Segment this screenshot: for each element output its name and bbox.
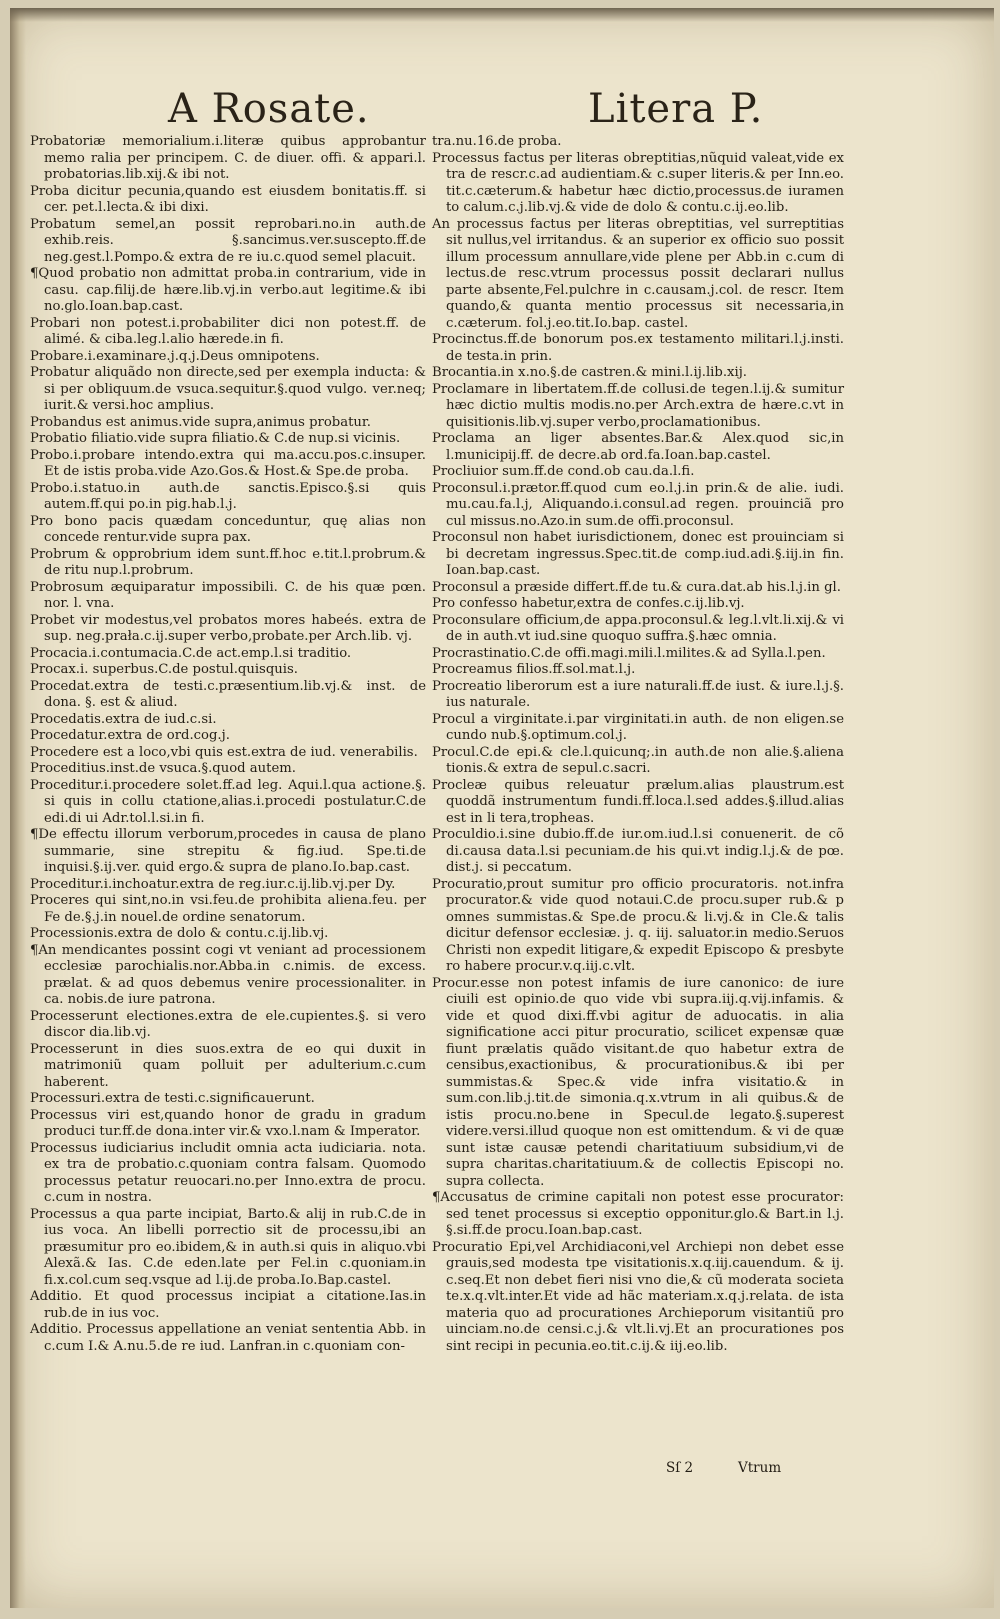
dictionary-entry: Processuri.extra de testi.c.significauerunt. (30, 1091, 315, 1106)
binding-shadow (10, 8, 26, 1608)
dictionary-entry: Probet vir modestus,vel probatos mores habeés. extra de sup. neg.prała.c.ij.super verbo,probate.per Arch.lib. vj. (30, 612, 426, 644)
dictionary-entry: Procleæ quibus releuatur prælum.alias plaustrum.est quoddã instrumentum fundi.ff.loca.l.sed addes.§.illud.alias est in li tera,tropheas. (432, 777, 844, 826)
dictionary-entry: Proconsul non habet iurisdictionem, donec est prouinciam si bi decretam ingressus.Spec.tit.de comp.iud.adi.§.iij.in fin. Ioan.bap.cast. (432, 530, 844, 578)
dictionary-entry: Probo.i.statuo.in auth.de sanctis.Episco.§.si quis autem.ff.qui po.in pig.hab.l.j. (30, 480, 426, 512)
dictionary-entry: Probatum semel,an possit reprobari.no.in auth.de exhib.reis. §.sancimus.ver.suscepto.ff.de neg.gest.l.Pompo.& extra de re iu.c.quod semel placuit. (30, 216, 426, 265)
dictionary-entry: Probare.i.examinare.j.q.j.Deus omnipotens. (30, 348, 320, 364)
dictionary-entry: Processerunt in dies suos.extra de eo qui duxit in matrimoniũ quam polluit per adulterium.c.cum haberent. (30, 1041, 426, 1090)
dictionary-entry: Procreatio liberorum est a iure naturali.ff.de iust. & iure.l.j.§. ius naturale. (432, 678, 844, 710)
dictionary-entry: Procliuior sum.ff.de cond.ob cau.da.l.fi. (432, 464, 695, 479)
dictionary-entry: Proceditur.i.inchoatur.extra de reg.iur.c.ij.lib.vj.per Dy. (30, 876, 396, 892)
dictionary-entry: Pro confesso habetur,extra de confes.c.ij.lib.vj. (432, 596, 745, 611)
dictionary-entry: Probatur aliquãdo non directe,sed per exempla inducta: & si per obliquum.de vsuca.sequitur.§.quod vulgo. ver.neq; iurit.& versi.hoc amplius. (30, 365, 426, 413)
dictionary-entry: Proconsul.i.prætor.ff.quod cum eo.l.j.in prin.& de alie. iudi. mu.cau.fa.l.j, Aliquando.i.consul.ad regen. prouinciã pro cul missus.no.Azo.in sum.de offi.proconsul. (432, 480, 844, 529)
dictionary-entry: Probari non potest.i.probabiliter dici non potest.ff. de alimé. & ciba.leg.l.alio hærede.in fi. (30, 315, 426, 347)
dictionary-entry: Proculdio.i.sine dubio.ff.de iur.om.iud.l.si conuenerit. de cõ di.causa data.l.si pecuniam.de his qui.vt indig.l.j.& de pœ. dist.j. si peccatum. (432, 827, 844, 875)
dictionary-entry: Proceditius.inst.de vsuca.§.quod autem. (30, 761, 296, 776)
dictionary-entry: ¶Quod probatio non admittat proba.in contrarium, vide in casu. cap.filij.de hære.lib.vj.in verbo.aut legitime.& ibi no.glo.Ioan.bap.cast. (30, 266, 426, 314)
dictionary-entry: Proclamare in libertatem.ff.de collusi.de tegen.l.ij.& sumitur hæc dictio multis modis.no.per Arch.extra de hære.c.vt in quisitionis.lib.vj.super verbo,proclamationibus. (432, 381, 844, 430)
dictionary-entry: Additio. Et quod processus incipiat a citatione.Ias.in rub.de in ius voc. (30, 1289, 426, 1321)
dictionary-entry: Probrosum æquiparatur impossibili. C. de his quæ pœn. nor. l. vna. (30, 579, 426, 611)
dictionary-entry: Processus viri est,quando honor de gradu in gradum produci tur.ff.de dona.inter vir.& vxo.l.nam & Imperator. (30, 1107, 426, 1139)
dictionary-entry: Procedere est a loco,vbi quis est.extra de iud. venerabilis. (30, 744, 418, 760)
dictionary-entry: Procur.esse non potest infamis de iure canonico: de iure ciuili est opinio.de quo vide vbi supra.iij.q.vij.infamis. & vide et quod dixi.ff.vbi agitur de aduocatis. in alia significatione acci pitur procuratio, scilicet expensæ quæ fiunt prælatis quãdo visitant.de quo habetur extra de censibus,exactionibus, & procurationibus.& ibi per summistas.& Spec.& vide infra visitatio.& in sum.con.lib.j.tit.de simonia.q.x.vtrum in ali quibus.& de istis procu.no.bene in Specul.de legato.§.superest videre.versi.illud quoque non est omittendum. & vi de quæ sunt istæ causæ petendi charitatiuum subsidium,vi de supra charitas.charitatiuum.& de collectis Episcopi no. supra collecta. (432, 975, 844, 1189)
dictionary-entry: Proconsul a præside differt.ff.de tu.& cura.dat.ab his.l.j.in gl. (432, 579, 841, 595)
dictionary-entry: Procacia.i.contumacia.C.de act.emp.l.si traditio. (30, 645, 352, 661)
dictionary-entry: Proclama an liger absentes.Bar.& Alex.quod sic,in l.municipij.ff. de decre.ab ord.fa.Ioan.bap.castel. (432, 431, 844, 463)
dictionary-entry: Procedatis.extra de iud.c.si. (30, 711, 217, 727)
dictionary-entry: Processerunt electiones.extra de ele.cupientes.§. si vero discor dia.lib.vj. (30, 1008, 426, 1040)
dictionary-entry: Probo.i.probare intendo.extra qui ma.accu.pos.c.insuper. Et de istis proba.vide Azo.Gos.& Host.& Spe.de proba. (30, 447, 426, 479)
signature-mark: Sſ 2 (666, 1460, 694, 1476)
running-header-right: Litera P. (588, 86, 764, 132)
dictionary-entry: Proceditur.i.procedere solet.ff.ad leg. Aqui.l.qua actione.§. si quis in collu ctatione,alias.i.procedi postulatur.C.de edi.di ui Adr.tol.l.si.in fi. (30, 777, 426, 826)
dictionary-entry: ¶An mendicantes possint cogi vt veniant ad processionem ecclesiæ parochialis.nor.Abba.in c.nimis. de excess. prælat. & ad quos debemus venire processionaliter. in ca. nobis.de iure patrona. (30, 942, 426, 1007)
dictionary-entry: Procuratio,prout sumitur pro officio procuratoris. not.infra procurator.& vide quod notaui.C.de procu.super rub.& p omnes summistas.& Spe.de procu.& li.vj.& in Cle.& talis dicitur defensor ecclesiæ. j. q. iij. saluator.in medio.Seruos Christi non expedit litigare,& expedit Episcopo & presbyte ro habere procur.v.q.iij.c.vlt. (432, 876, 844, 974)
dictionary-entry: ¶De effectu illorum verborum,procedes in causa de plano summarie, sine strepitu & fig.iud. Spe.ti.de inquisi.§.ij.ver. quid ergo.& supra de plano.Io.bap.cast. (30, 827, 426, 875)
dictionary-entry: Probatoriæ memorialium.i.literæ quibus approbantur memo ralia per principem. C. de diuer. offi. & appari.l. probatorias.lib.xij.& ibi not. (30, 134, 426, 182)
right-column (432, 134, 844, 1355)
dictionary-entry: Pro bono pacis quædam conceduntur, quę alias non concede rentur.vide supra pax. (30, 513, 426, 545)
dictionary-entry: Brocantia.in x.no.§.de castren.& mini.l.ij.lib.xij. (432, 365, 747, 380)
catchword: Vtrum (738, 1460, 782, 1476)
dictionary-entry: Proceres qui sint,no.in vsi.feu.de prohibita aliena.feu. per Fe de.§.j.in nouel.de ordine senatorum. (30, 893, 426, 925)
top-edge-shadow (10, 8, 994, 22)
dictionary-entry: Probrum & opprobrium idem sunt.ff.hoc e.tit.l.probrum.& de ritu nup.l.probrum. (30, 546, 426, 578)
dictionary-entry: Procedatur.extra de ord.cog.j. (30, 728, 230, 743)
dictionary-entry: ¶Accusatus de crimine capitali non potest esse procurator: sed tenet processus si exceptio opponitur.glo.& Bart.in l.j. §.si.ff.de procu.Ioan.bap.cast. (432, 1190, 844, 1238)
dictionary-entry: Procinctus.ff.de bonorum pos.ex testamento militari.l.j.insti. de testa.in prin. (432, 332, 844, 364)
dictionary-entry: Proconsulare officium,de appa.proconsul.& leg.l.vlt.li.xij.& vi de in auth.vt iud.sine quoquo suffra.§.hæc omnia. (432, 612, 844, 644)
dictionary-entry: Processus iudiciarius includit omnia acta iudiciaria. nota. ex tra de probatio.c.quoniam contra falsam. Quomodo processus petatur reuocari.no.per Inno.extra de procu. c.cum in nostra. (30, 1140, 426, 1205)
dictionary-entry: Procreamus filios.ff.sol.mat.l.j. (432, 662, 636, 677)
dictionary-entry: Procrastinatio.C.de offi.magi.mili.l.milites.& ad Sylla.l.pen. (432, 645, 826, 661)
running-header-left: A Rosate. (168, 86, 370, 132)
dictionary-entry: tra.nu.16.de proba. (432, 134, 562, 149)
dictionary-entry: Procuratio Epi,vel Archidiaconi,vel Archiepi non debet esse grauis,sed modesta tpe visitationis.x.q.iij.cauendum. & ij. c.seq.Et non debet fieri nisi vno die,& cũ moderata societa te.x.q.vlt.inter.Et vide ad hãc materiam.x.q.j.relata. de ista materia quo ad procurationes Archieporum visitantiũ pro uinciam.no.de censi.c.j.& vlt.li.vj.Et an procurationes pos sint recipi in pecunia.eo.tit.c.ij.& iij.eo.lib. (432, 1239, 844, 1354)
book-page (10, 8, 994, 1608)
dictionary-entry: Additio. Processus appellatione an veniat sententia Abb. in c.cum I.& A.nu.5.de re iud. Lanfran.in c.quoniam con- (30, 1322, 426, 1354)
dictionary-entry: Proba dicitur pecunia,quando est eiusdem bonitatis.ff. si cer. pet.l.lecta.& ibi dixi. (30, 183, 426, 215)
dictionary-entry: Procul.C.de epi.& cle.l.quicunq;.in auth.de non alie.§.aliena tionis.& extra de sepul.c.sacri. (432, 744, 844, 776)
dictionary-entry: Procul a virginitate.i.par virginitati.in auth. de non eligen.se cundo nub.§.optimum.col.j. (432, 711, 844, 743)
dictionary-entry: Probatio filiatio.vide supra filiatio.& C.de nup.si vicinis. (30, 431, 401, 446)
dictionary-entry: Probandus est animus.vide supra,animus probatur. (30, 414, 371, 430)
dictionary-entry: Processus factus per literas obreptitias,nũquid valeat,vide ex tra de rescr.c.ad audientiam.& c.super literis.& per Inn.eo. tit.c.cæterum.& habetur hæc dictio,processus.de iuramen to calum.c.j.lib.vj.& vide de dolo & contu.c.ij.eo.lib. (432, 150, 844, 215)
dictionary-entry: Procedat.extra de testi.c.præsentium.lib.vj.& inst. de dona. §. est & aliud. (30, 678, 426, 710)
dictionary-entry: Processionis.extra de dolo & contu.c.ij.lib.vj. (30, 926, 329, 941)
dictionary-entry: Procax.i. superbus.C.de postul.quisquis. (30, 662, 298, 677)
dictionary-entry: Processus a qua parte incipiat, Barto.& alij in rub.C.de in ius voca. An libelli porrectio sit de processu,ibi an præsumitur pro eo.ibidem,& in auth.si quis in aliquo.vbi Alexã.& Ias. C.de eden.late per Fel.in c.quoniam.in fi.x.col.cum seq.vsque ad l.ij.de proba.Io.Bap.castel. (30, 1206, 426, 1288)
left-column (30, 134, 426, 1355)
dictionary-entry: An processus factus per literas obreptitias, vel surreptitias sit nullus,vel irritandus. & an superior ex officio suo possit illum processum annullare,vide plene per Abb.in c.cum di lectus.de resc.vtrum processus possit declarari nullus parte absente,Fel.pulchre in c.causam.j.col. de rescr. Item quando,& quanta mentio processus sit necessaria,in c.cæterum. fol.j.eo.tit.Io.bap. castel. (432, 216, 844, 331)
